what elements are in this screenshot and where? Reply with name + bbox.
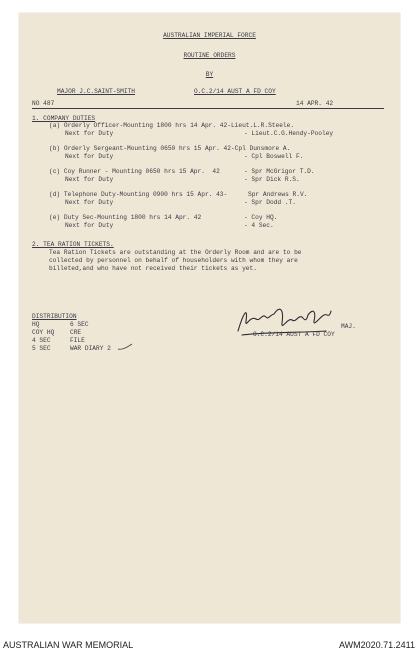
document-page	[19, 13, 400, 623]
duty-d-line1: (d) Telephone Duty-Mounting 0900 hrs 15 Apr. 43-	[49, 191, 228, 198]
duty-e-name: - Coy HQ.	[244, 214, 278, 221]
order-date: 14 APR. 42	[296, 100, 334, 107]
signature-rank: MAJ.	[341, 323, 356, 330]
header-rule	[32, 108, 384, 109]
duty-b-next: Next for Duty	[65, 153, 114, 160]
header-major: MAJOR J.C.SAINT-SMITH	[57, 88, 135, 95]
duty-e-next: Next for Duty	[65, 222, 114, 229]
duty-a-next-name: - Lieut.C.G.Hendy-Pooley	[244, 130, 334, 137]
header-routine-orders: ROUTINE ORDERS	[183, 52, 236, 59]
duty-c-next-name: - Spr Dick R.S.	[244, 176, 300, 183]
distribution-row: 5 SEC	[32, 345, 51, 352]
duty-b-next-name: - Cpl Boswell F.	[244, 153, 304, 160]
duty-c-name: - Spr McGrigor T.D.	[244, 168, 315, 175]
footer-source: AUSTRALIAN WAR MEMORIAL	[3, 640, 134, 650]
section2-line1: Tea Ration Tickets are outstanding at the Orderly Room and are to be	[49, 249, 302, 256]
header-by: BY	[205, 71, 214, 78]
distribution-row: CRE	[70, 329, 82, 336]
duty-b-line1: (b) Orderly Sergeant-Mounting 0650 hrs 15 Apr. 42-Cpl Dunsmore A.	[49, 145, 291, 152]
order-number: NO 487	[32, 100, 55, 107]
distribution-title: DISTRIBUTION	[32, 313, 77, 320]
duty-c-line1: (c) Coy Runner - Mounting 0650 hrs 15 Apr. 42	[49, 168, 220, 175]
distribution-row: WAR DIARY 2	[70, 345, 111, 352]
signature-unit: O.C.2/14 AUST A FD COY	[253, 331, 335, 338]
section2-line3: billeted,and who have not received their tickets as yet.	[49, 265, 257, 272]
distribution-row: 6 SEC	[70, 321, 89, 328]
duty-e-line1: (e) Duty Sec-Mounting 1800 hrs 14 Apr. 42	[49, 214, 202, 221]
distribution-tick-mark	[117, 343, 133, 351]
distribution-row: COY HQ	[32, 329, 55, 336]
duty-e-next-name: - 4 Sec.	[244, 222, 274, 229]
duty-c-next: Next for Duty	[65, 176, 114, 183]
duty-d-next-name: - Spr Dodd .T.	[244, 199, 296, 206]
duty-d-next: Next for Duty	[65, 199, 114, 206]
section2-line2: collected by personnel on behalf of householders with whom they are	[49, 257, 298, 264]
distribution-row: FILE	[70, 337, 85, 344]
section2-title: 2. TEA RATION TICKETS.	[32, 241, 114, 248]
distribution-row: 4 SEC	[32, 337, 51, 344]
footer-accession-number: AWM2020.71.2411	[338, 640, 415, 650]
distribution-row: HQ	[32, 321, 40, 328]
header-force: AUSTRALIAN IMPERIAL FORCE	[163, 32, 256, 39]
duty-a-line1: (a) Orderly Officer-Mounting 1800 hrs 14 Apr. 42-Lieut.L.R.Steele.	[49, 122, 295, 129]
duty-a-next: Next for Duty	[65, 130, 114, 137]
section1-title: 1. COMPANY DUTIES	[32, 115, 96, 122]
header-oc: O.C.2/14 AUST A FD COY	[194, 88, 276, 95]
duty-d-name: Spr Andrews R.V.	[248, 191, 308, 198]
